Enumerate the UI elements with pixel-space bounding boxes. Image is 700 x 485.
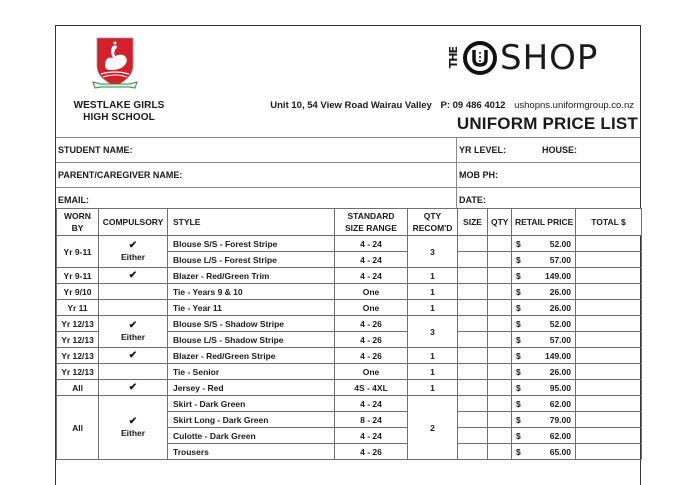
check-icon: ✔	[128, 270, 138, 281]
size-range-cell: 4 - 26	[335, 348, 408, 364]
table-row	[57, 284, 642, 300]
total-input[interactable]	[576, 268, 642, 284]
qty-input[interactable]	[488, 316, 512, 332]
qty-input[interactable]	[488, 252, 512, 268]
total-input[interactable]	[576, 444, 642, 460]
mob-ph-field[interactable]: MOB PH:	[459, 170, 498, 180]
size-input[interactable]	[458, 252, 488, 268]
logo-the-text: THE	[447, 47, 460, 69]
worn-by-cell: Yr 9-11	[57, 236, 99, 268]
check-icon: ✔	[128, 382, 138, 393]
size-range-cell: 4 - 24	[335, 428, 408, 444]
price-cell: $ 26.00	[512, 300, 576, 316]
date-field[interactable]: DATE:	[459, 195, 486, 205]
size-range-cell: 4 - 26	[335, 444, 408, 460]
school-name: WESTLAKE GIRLS HIGH SCHOOL	[73, 100, 165, 123]
school-crest-icon	[91, 36, 139, 92]
size-input[interactable]	[458, 348, 488, 364]
table-row	[57, 300, 642, 316]
price-cell: $ 52.00	[512, 236, 576, 252]
size-input[interactable]	[458, 396, 488, 412]
house-field[interactable]: HOUSE:	[542, 145, 578, 155]
style-cell: Tie - Senior	[168, 364, 335, 380]
total-input[interactable]	[576, 236, 642, 252]
size-range-cell: 4 - 24	[335, 268, 408, 284]
size-input[interactable]	[458, 364, 488, 380]
compulsory-cell	[99, 348, 168, 364]
compulsory-cell	[99, 268, 168, 284]
size-input[interactable]	[458, 332, 488, 348]
price-cell: $ 79.00	[512, 412, 576, 428]
qty-recom-cell: 1	[408, 300, 458, 316]
u-circle-icon	[463, 41, 497, 75]
size-range-cell: 4 - 24	[335, 236, 408, 252]
style-cell: Trousers	[168, 444, 335, 460]
qty-recom-cell: 1	[408, 268, 458, 284]
style-cell: Jersey - Red	[168, 380, 335, 396]
qty-input[interactable]	[488, 428, 512, 444]
either-label: Either	[120, 428, 146, 438]
worn-by-cell: All	[57, 396, 99, 460]
worn-by-cell: Yr 9/10	[57, 284, 99, 300]
size-range-cell: 4 - 24	[335, 396, 408, 412]
price-cell: $ 149.00	[512, 268, 576, 284]
compulsory-cell	[99, 364, 168, 380]
compulsory-cell	[99, 380, 168, 396]
worn-by-cell: Yr 12/13	[57, 348, 99, 364]
size-range-cell: 4 - 26	[335, 316, 408, 332]
table-row	[57, 316, 642, 332]
price-cell: $ 62.00	[512, 428, 576, 444]
qty-recom-cell: 3	[408, 316, 458, 348]
style-cell: Culotte - Dark Green	[168, 428, 335, 444]
compulsory-cell	[99, 316, 168, 348]
style-cell: Skirt - Dark Green	[168, 396, 335, 412]
size-input[interactable]	[458, 444, 488, 460]
total-input[interactable]	[576, 396, 642, 412]
qty-input[interactable]	[488, 396, 512, 412]
size-input[interactable]	[458, 300, 488, 316]
total-input[interactable]	[576, 284, 642, 300]
size-input[interactable]	[458, 380, 488, 396]
size-range-cell: 4 - 26	[335, 332, 408, 348]
parent-name-field[interactable]: PARENT/CAREGIVER NAME:	[58, 170, 183, 180]
total-input[interactable]	[576, 380, 642, 396]
price-cell: $ 26.00	[512, 364, 576, 380]
worn-by-cell: Yr 12/13	[57, 364, 99, 380]
col-size: SIZE	[458, 209, 488, 236]
style-cell: Blouse L/S - Shadow Stripe	[168, 332, 335, 348]
total-input[interactable]	[576, 348, 642, 364]
total-input[interactable]	[576, 332, 642, 348]
qty-recom-cell: 1	[408, 348, 458, 364]
info-row-student	[56, 137, 640, 162]
size-input[interactable]	[458, 412, 488, 428]
qty-input[interactable]	[488, 284, 512, 300]
yr-level-field[interactable]: YR LEVEL:	[459, 145, 507, 155]
size-input[interactable]	[458, 268, 488, 284]
compulsory-cell	[99, 300, 168, 316]
price-cell: $ 57.00	[512, 332, 576, 348]
qty-input[interactable]	[488, 364, 512, 380]
col-retail-price: RETAIL PRICE	[512, 209, 576, 236]
size-range-cell: One	[335, 300, 408, 316]
col-compulsory: COMPULSORY	[99, 209, 168, 236]
style-cell: Tie - Year 11	[168, 300, 335, 316]
worn-by-cell: All	[57, 380, 99, 396]
student-name-field[interactable]: STUDENT NAME:	[58, 145, 133, 155]
qty-recom-cell: 2	[408, 396, 458, 460]
size-range-cell: 8 - 24	[335, 412, 408, 428]
col-worn-by: WORN BY	[57, 209, 99, 236]
style-cell: Blouse L/S - Forest Stripe	[168, 252, 335, 268]
col-standard-size: STANDARD SIZE RANGE	[335, 209, 408, 236]
info-row-parent	[56, 162, 640, 187]
check-icon: ✔	[128, 350, 138, 361]
style-cell: Blouse S/S - Forest Stripe	[168, 236, 335, 252]
total-input[interactable]	[576, 300, 642, 316]
either-label: Either	[120, 252, 146, 262]
price-cell: $ 149.00	[512, 348, 576, 364]
ushop-logo	[448, 38, 598, 78]
price-cell: $ 62.00	[512, 396, 576, 412]
total-input[interactable]	[576, 364, 642, 380]
qty-input[interactable]	[488, 300, 512, 316]
size-input[interactable]	[458, 316, 488, 332]
price-cell: $ 57.00	[512, 252, 576, 268]
qty-input[interactable]	[488, 348, 512, 364]
size-range-cell: 4 - 24	[335, 252, 408, 268]
shop-address: Unit 10, 54 View Road Wairau Valley	[270, 100, 432, 111]
page-title: UNIFORM PRICE LIST	[456, 114, 638, 133]
check-icon: ✔	[128, 416, 138, 427]
price-list-page	[55, 25, 641, 485]
price-cell: $ 95.00	[512, 380, 576, 396]
table-row	[57, 380, 642, 396]
style-cell: Skirt Long - Dark Green	[168, 412, 335, 428]
table-row	[57, 364, 642, 380]
either-label: Either	[120, 332, 146, 342]
table-row	[57, 268, 642, 284]
size-range-cell: One	[335, 284, 408, 300]
size-range-cell: 4S - 4XL	[335, 380, 408, 396]
total-input[interactable]	[576, 316, 642, 332]
col-qty: QTY	[488, 209, 512, 236]
style-cell: Blazer - Red/Green Trim	[168, 268, 335, 284]
total-input[interactable]	[576, 412, 642, 428]
table-header-row	[57, 209, 642, 236]
size-input[interactable]	[458, 428, 488, 444]
table-row	[57, 396, 642, 412]
qty-input[interactable]	[488, 332, 512, 348]
qty-recom-cell: 1	[408, 284, 458, 300]
shop-website[interactable]: ushopns.uniformgroup.co.nz	[514, 100, 634, 111]
price-table	[56, 208, 642, 460]
size-input[interactable]	[458, 284, 488, 300]
qty-input[interactable]	[488, 380, 512, 396]
worn-by-cell: Yr 12/13	[57, 316, 99, 332]
worn-by-cell: Yr 12/13	[57, 332, 99, 348]
worn-by-cell: Yr 9-11	[57, 268, 99, 284]
logo-shop-text: SHOP	[500, 38, 599, 78]
shop-contact	[270, 100, 634, 111]
table-row	[57, 348, 642, 364]
size-range-cell: One	[335, 364, 408, 380]
compulsory-cell	[99, 396, 168, 460]
shop-phone: P: 09 486 4012	[440, 100, 506, 111]
col-qty-recom: QTY RECOM'D	[408, 209, 458, 236]
price-cell: $ 65.00	[512, 444, 576, 460]
qty-input[interactable]	[488, 236, 512, 252]
check-icon: ✔	[128, 320, 138, 331]
size-input[interactable]	[458, 236, 488, 252]
col-total: TOTAL $	[576, 209, 642, 236]
total-input[interactable]	[576, 428, 642, 444]
qty-recom-cell: 3	[408, 236, 458, 268]
qty-input[interactable]	[488, 444, 512, 460]
style-cell: Blazer - Red/Green Stripe	[168, 348, 335, 364]
qty-input[interactable]	[488, 412, 512, 428]
price-cell: $ 52.00	[512, 316, 576, 332]
col-style: STYLE	[168, 209, 335, 236]
email-field[interactable]: EMAIL:	[58, 195, 89, 205]
qty-input[interactable]	[488, 268, 512, 284]
qty-recom-cell: 1	[408, 380, 458, 396]
style-cell: Blouse S/S - Shadow Stripe	[168, 316, 335, 332]
compulsory-cell	[99, 284, 168, 300]
style-cell: Tie - Years 9 & 10	[168, 284, 335, 300]
table-row	[57, 236, 642, 252]
check-icon: ✔	[128, 240, 138, 251]
header	[56, 26, 640, 137]
compulsory-cell	[99, 236, 168, 268]
qty-recom-cell: 1	[408, 364, 458, 380]
total-input[interactable]	[576, 252, 642, 268]
order-info-fields	[56, 137, 640, 212]
worn-by-cell: Yr 11	[57, 300, 99, 316]
price-cell: $ 26.00	[512, 284, 576, 300]
